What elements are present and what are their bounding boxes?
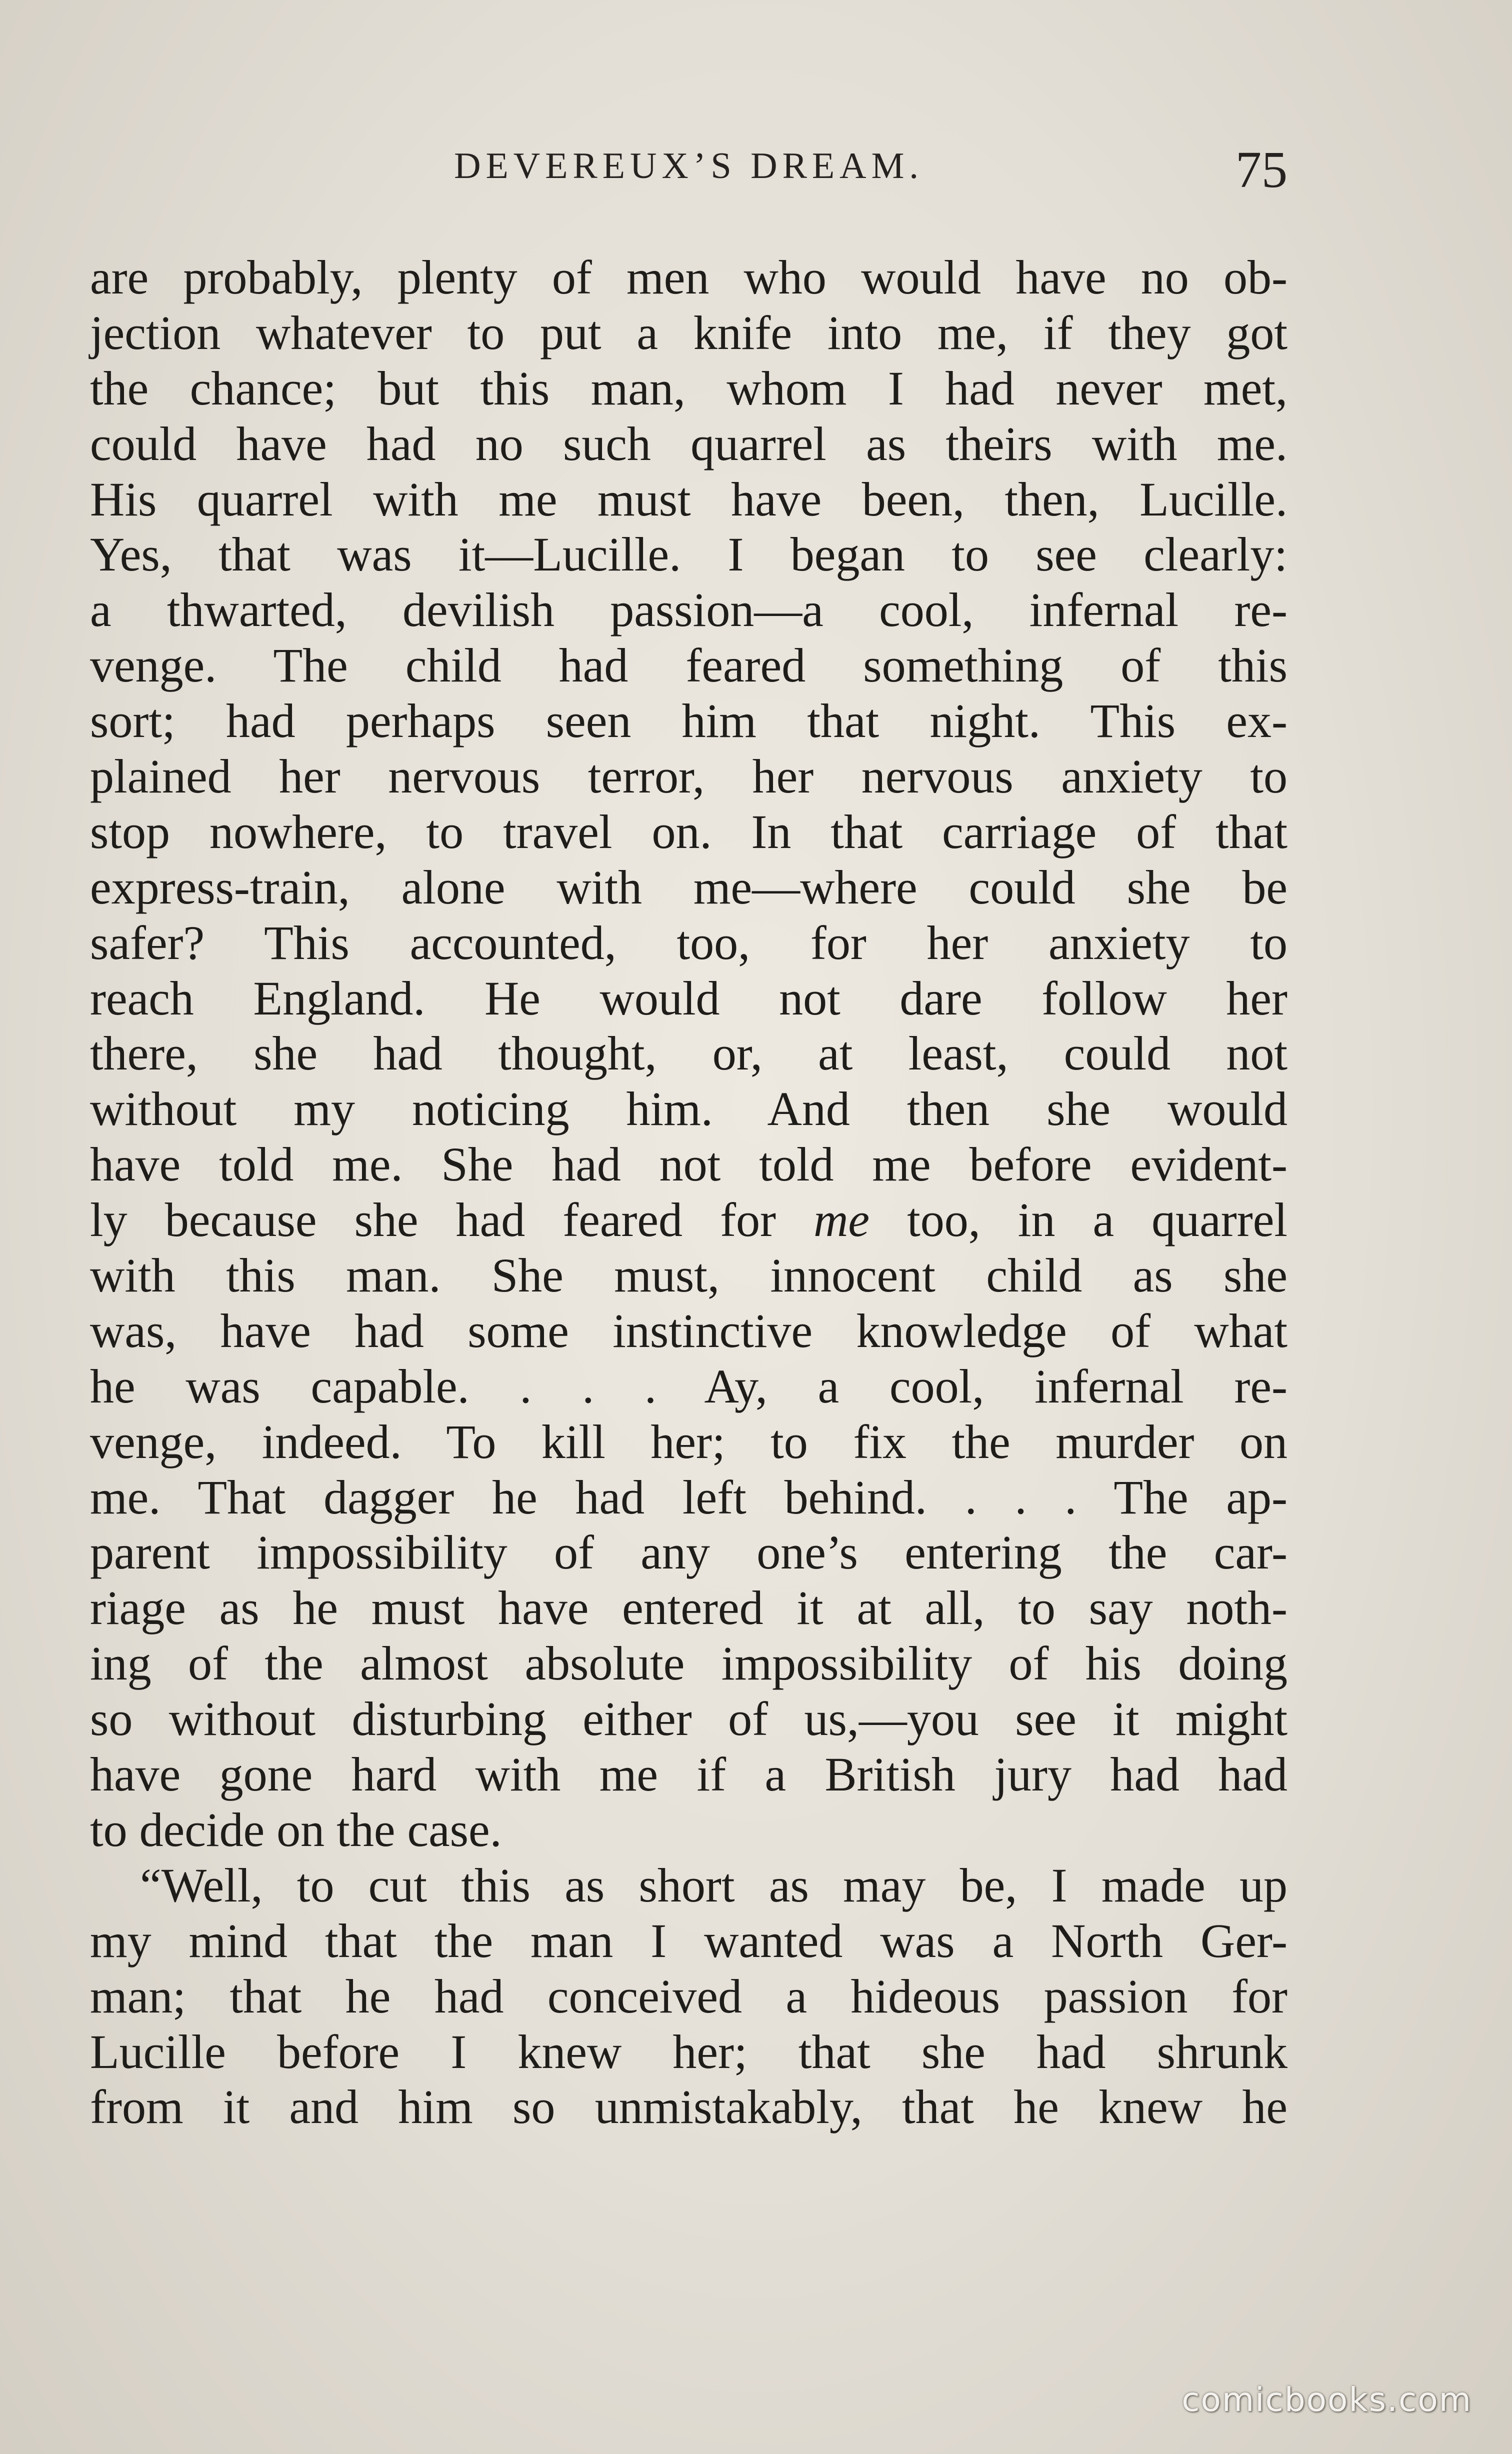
- paragraph-start-line: “Well, to cut this as short as may be, I made up: [140, 1858, 1288, 1912]
- text-line: stop nowhere, to travel on. In that carriage of that: [90, 804, 1288, 858]
- text-line: venge. The child had feared something of this: [90, 638, 1288, 692]
- text-line: a thwarted, devilish passion—a cool, infernal re-: [90, 583, 1288, 637]
- text-line: he was capable. . . . Ay, a cool, infernal re-: [90, 1359, 1288, 1413]
- text-line: safer? This accounted, too, for her anxiety to: [90, 916, 1288, 970]
- text-line: sort; had perhaps seen him that night. This ex-: [90, 694, 1288, 748]
- text-line: from it and him so unmistakably, that he knew he: [90, 2080, 1288, 2134]
- watermark: comicbooks.com: [1182, 2380, 1472, 2419]
- text-line: reach England. He would not dare follow her: [90, 971, 1288, 1025]
- text-line: have gone hard with me if a British jury had had: [90, 1748, 1288, 1802]
- text-line: Lucille before I knew her; that she had shrunk: [90, 2024, 1288, 2078]
- text-run: too, in a quarrel: [870, 1193, 1288, 1247]
- paragraph-end-line: to decide on the case.: [90, 1802, 502, 1856]
- text-line: His quarrel with me must have been, then, Lucille.: [90, 472, 1288, 526]
- text-line: are probably, plenty of men who would have no ob-: [90, 250, 1288, 304]
- text-line: ing of the almost absolute impossibility of his doing: [90, 1636, 1288, 1690]
- text-line: so without disturbing either of us,—you see it might: [90, 1692, 1288, 1746]
- text-line: plained her nervous terror, her nervous anxiety to: [90, 750, 1288, 804]
- body-text: [90, 250, 1288, 2135]
- text-line: was, have had some instinctive knowledge of what: [90, 1304, 1288, 1358]
- running-title: DEVEREUX’S DREAM.: [454, 146, 924, 186]
- text-line: have told me. She had not told me before evident-: [90, 1138, 1288, 1192]
- text-line: me. That dagger he had left behind. . . . The ap-: [90, 1470, 1288, 1524]
- text-line: express-train, alone with me—where could she be: [90, 860, 1288, 914]
- text-line: Yes, that was it—Lucille. I began to see clearly:: [90, 528, 1288, 582]
- text-line: with this man. She must, innocent child as she: [90, 1248, 1288, 1302]
- text-line-with-italic: [90, 1192, 1288, 1248]
- text-line: jection whatever to put a knife into me, if they got: [90, 306, 1288, 360]
- page-number: 75: [1236, 141, 1288, 198]
- text-line: parent impossibility of any one’s entering the car-: [90, 1526, 1288, 1580]
- text-line: venge, indeed. To kill her; to fix the murder on: [90, 1414, 1288, 1468]
- text-line: riage as he must have entered it at all, to say noth-: [90, 1581, 1288, 1635]
- text-line: the chance; but this man, whom I had never met,: [90, 361, 1288, 415]
- text-line: man; that he had conceived a hideous passion for: [90, 1969, 1288, 2023]
- text-run: ly because she had feared for: [90, 1193, 814, 1247]
- text-line: could have had no such quarrel as theirs with me.: [90, 416, 1288, 470]
- text-line: there, she had thought, or, at least, could not: [90, 1026, 1288, 1080]
- running-head: [90, 140, 1288, 200]
- text-line: my mind that the man I wanted was a North Ger-: [90, 1914, 1288, 1968]
- italic-word: me: [814, 1193, 870, 1247]
- text-line: without my noticing him. And then she would: [90, 1082, 1288, 1136]
